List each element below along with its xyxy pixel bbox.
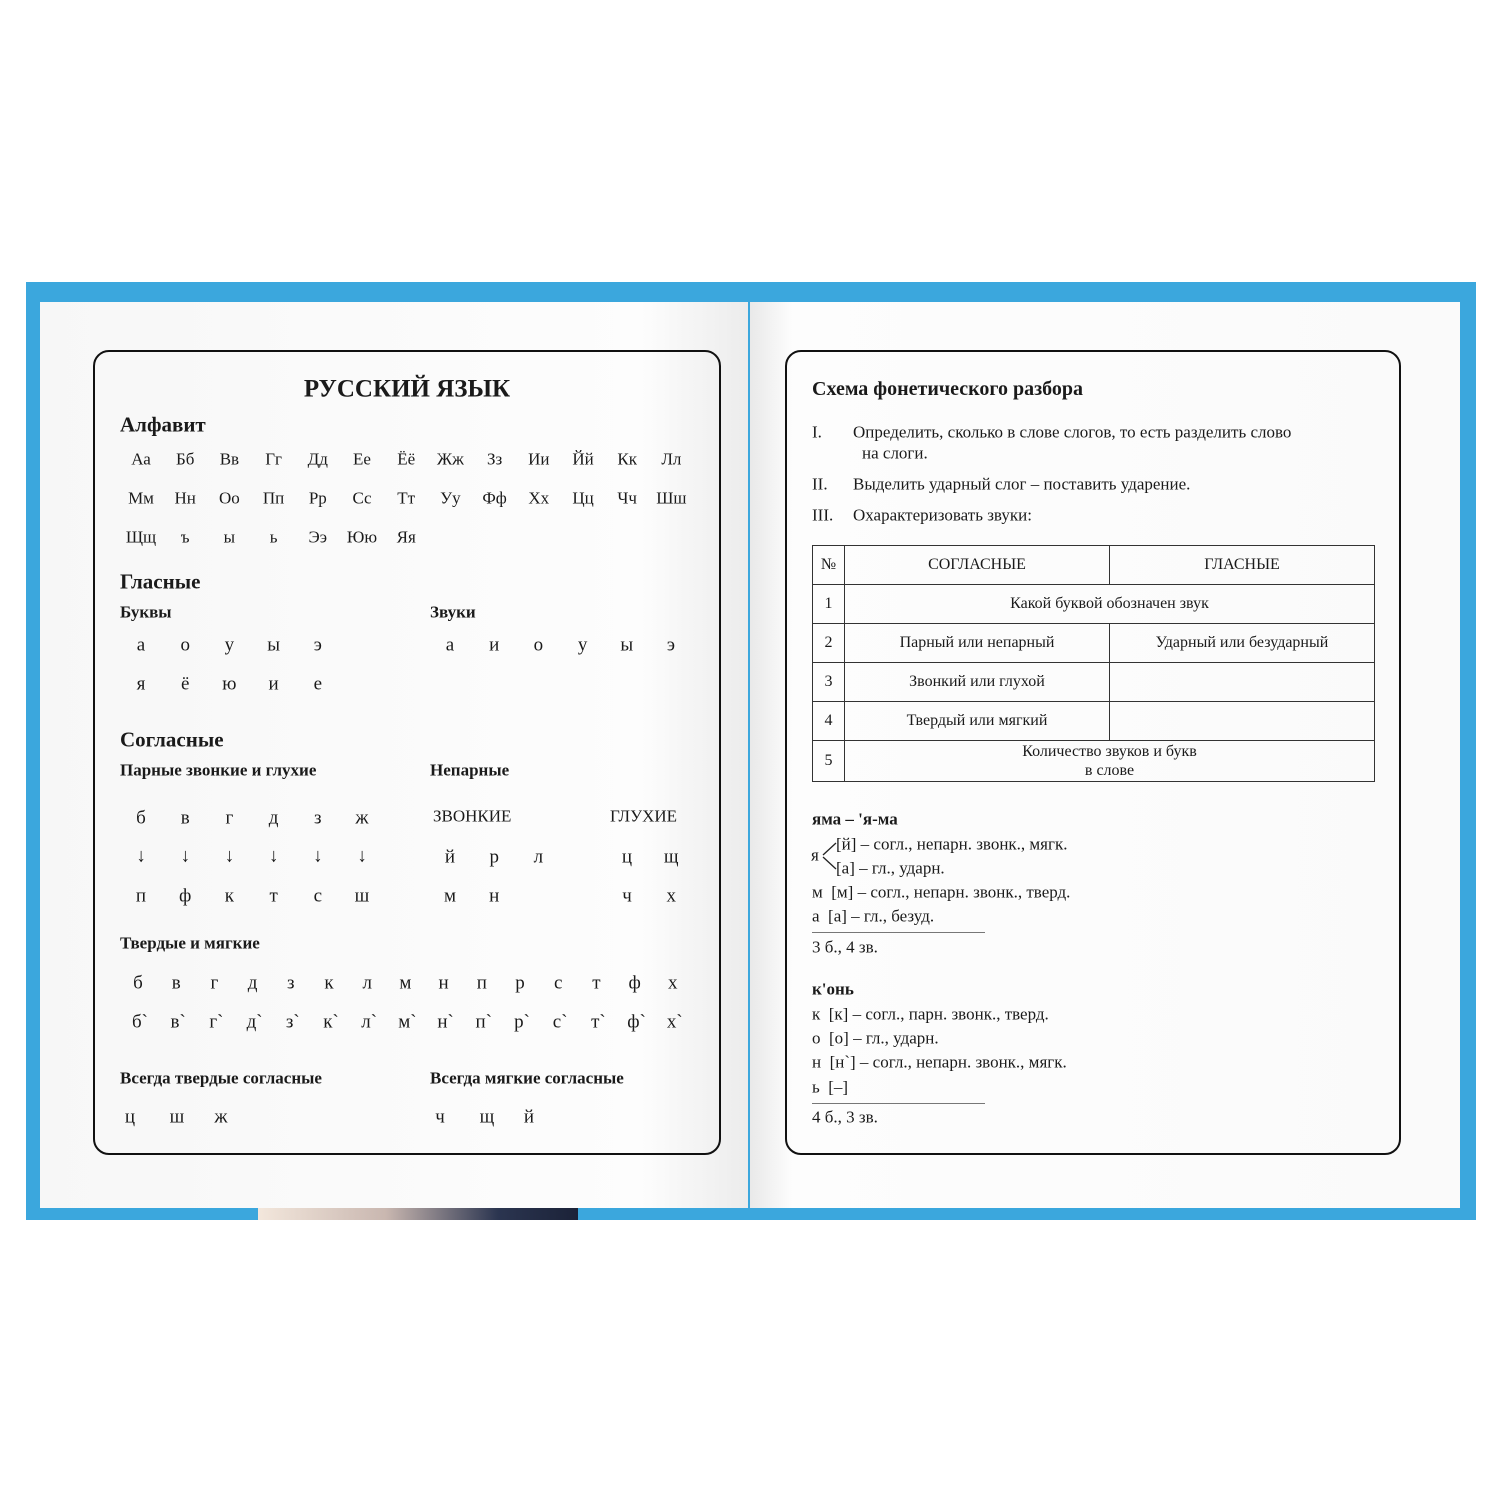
header-num: № [813, 546, 845, 585]
alphabet-letter: Вв [219, 449, 240, 469]
alphabet-letter: Цц [572, 488, 594, 508]
paired-voiced-letter: в [180, 807, 190, 829]
cover-photo-strip [258, 1206, 578, 1220]
example-line: о [о] – гл., ударн. [812, 1028, 939, 1048]
vowel-sound: э [666, 634, 676, 656]
soft-consonant: к` [323, 1011, 339, 1033]
alphabet-letter: ъ [180, 527, 190, 547]
example-word: яма – 'я-ма [812, 809, 898, 829]
alphabet-letter: Бб [175, 449, 195, 469]
hard-consonant: б [133, 972, 143, 994]
vowel-sound: о [533, 634, 544, 656]
arrow-down-icon: ↓ [180, 845, 190, 867]
arrow-down-icon: ↓ [268, 845, 279, 867]
arrow-down-icon: ↓ [357, 845, 367, 867]
alphabet-letter: Тт [397, 488, 416, 508]
paired-voiced-letter: д [268, 807, 279, 829]
table-row [813, 624, 1375, 663]
soft-consonant: в` [170, 1011, 186, 1033]
empty-cell [1110, 702, 1375, 741]
alphabet-letter: Ёё [397, 449, 416, 469]
alphabet-letter: Ии [528, 449, 550, 469]
unpaired-label: Непарные [430, 760, 510, 780]
step-number: I. [812, 422, 822, 442]
alphabet-letter: ы [223, 527, 236, 547]
row-text-line: в слове [1084, 762, 1135, 779]
example-line: [й] – согл., непарн. звонк., мягк. [836, 834, 1068, 854]
soft-consonant: б` [132, 1011, 148, 1033]
unpaired-voiced-letter: м [443, 885, 457, 907]
vowel-letter: у [224, 634, 235, 656]
alphabet-letter: Сс [352, 488, 372, 508]
example-line: а [а] – гл., безуд. [812, 906, 935, 926]
paired-voiced-letter: з [314, 807, 322, 829]
unpaired-voiced-letter: н [489, 885, 500, 907]
hard-consonant: х [668, 972, 678, 994]
always-soft-letter: щ [479, 1106, 495, 1128]
always-hard-label: Всегда твердые согласные [120, 1068, 322, 1088]
vowel-letter: ы [267, 634, 280, 656]
row-text-line: Количество звуков и букв [1022, 742, 1197, 760]
vowel-sound: ы [620, 634, 634, 656]
vowel-letter: и [268, 673, 279, 695]
paired-voiceless-letter: с [313, 885, 323, 907]
alphabet-letter: Ее [353, 449, 371, 469]
step-text: Охарактеризовать звуки: [853, 505, 1032, 525]
hard-consonant: п [476, 972, 487, 994]
vowel-letter: ё [180, 673, 190, 695]
soft-consonant: д` [246, 1011, 263, 1033]
alphabet-letter: Рр [308, 488, 327, 508]
step-number: III. [812, 505, 834, 525]
hard-consonant: н [438, 972, 449, 994]
alphabet-letter: Жж [436, 449, 464, 469]
hard-consonant: р [515, 972, 525, 994]
paired-voiceless-letter: ф [179, 885, 192, 907]
vowels-heading: Гласные [120, 569, 201, 594]
unpaired-voiceless-letter: ч [622, 885, 632, 907]
example-word: к'онь [812, 979, 854, 999]
scheme-title: Схема фонетического разбора [812, 378, 1084, 400]
soft-consonant: г` [209, 1011, 224, 1033]
hard-consonant: т [592, 972, 601, 994]
example-line: н [н`] – согл., непарн. звонк., мягк. [812, 1052, 1067, 1072]
arrow-down-icon: ↓ [224, 845, 235, 867]
row-text: Ударный или безударный [1110, 624, 1375, 663]
page-title: РУССКИЙ ЯЗЫК [303, 375, 511, 403]
voiceless-label: ГЛУХИЕ [610, 806, 678, 826]
row-num: 3 [813, 663, 845, 702]
unpaired-voiceless-letter: х [666, 885, 676, 907]
alphabet-letter: Шш [656, 488, 687, 508]
alphabet-letter: Зз [486, 449, 503, 469]
example-total: 3 б., 4 зв. [812, 937, 878, 957]
divider [812, 1103, 985, 1104]
paired-voiceless-letter: п [135, 885, 147, 907]
table-row [813, 702, 1375, 741]
step-text: Выделить ударный слог – поставить ударение. [853, 474, 1191, 494]
alphabet-letter: ь [269, 527, 278, 547]
vowel-letter: э [313, 634, 322, 656]
row-num: 1 [813, 585, 845, 624]
alphabet-letter: Щщ [125, 527, 157, 547]
unpaired-voiceless-letter: ц [621, 846, 633, 868]
hard-consonant: к [324, 972, 334, 994]
voiced-label: ЗВОНКИЕ [433, 806, 512, 826]
always-hard-letter: ж [214, 1106, 228, 1128]
row-text: Твердый или мягкий [845, 702, 1110, 741]
alphabet-letter: Нн [174, 488, 196, 508]
alphabet-letter: Оо [219, 488, 240, 508]
row-text: Звонкий или глухой [845, 663, 1110, 702]
paired-voiceless-letter: т [269, 885, 278, 907]
vowel-sound: а [445, 634, 455, 656]
hard-consonant: л [362, 972, 372, 994]
hard-consonant: з [287, 972, 295, 994]
soft-consonant: х` [666, 1011, 683, 1033]
hard-soft-label: Твердые и мягкие [120, 933, 260, 953]
left-reference-panel [93, 350, 721, 1155]
row-num: 5 [813, 741, 845, 782]
example-line: [а] – гл., ударн. [836, 858, 945, 878]
hard-consonant: в [171, 972, 181, 994]
header-vowels: ГЛАСНЫЕ [1110, 546, 1375, 585]
step-text: Определить, сколько в слове слогов, то есть разделить слово [853, 422, 1292, 442]
unpaired-voiced-letter: й [444, 846, 456, 868]
table-row [813, 585, 1375, 624]
paired-voiceless-letter: ш [354, 885, 370, 907]
empty-cell [1110, 663, 1375, 702]
alphabet-letter: Чч [617, 488, 637, 508]
arrow-down-icon: ↓ [313, 845, 323, 867]
vowel-letter: ю [222, 673, 237, 695]
vowel-sound: и [489, 634, 500, 656]
row-text: Парный или непарный [845, 624, 1110, 663]
example-total: 4 б., 3 зв. [812, 1107, 878, 1127]
soft-consonant: м` [398, 1011, 417, 1033]
hard-consonant: с [553, 972, 563, 994]
alphabet-letter: Гг [265, 449, 282, 469]
alphabet-letter: Лл [661, 449, 682, 469]
hard-consonant: ф [628, 972, 641, 994]
soft-consonant: ф` [627, 1011, 646, 1033]
sounds-label: Звуки [430, 602, 476, 622]
alphabet-letter: Аа [131, 449, 151, 469]
vowel-sound: у [577, 634, 588, 656]
row-text [845, 741, 1375, 782]
vowel-letter: а [136, 634, 146, 656]
alphabet-letter: Дд [307, 449, 328, 469]
always-soft-label: Всегда мягкие согласные [430, 1068, 624, 1088]
row-num: 2 [813, 624, 845, 663]
soft-consonant: п` [475, 1011, 493, 1033]
alphabet-letter: Хх [528, 488, 550, 508]
table-row [813, 663, 1375, 702]
step-number: II. [812, 474, 828, 494]
divider [812, 932, 985, 933]
hard-consonant: м [399, 972, 412, 994]
alphabet-letter: Йй [572, 449, 594, 469]
unpaired-voiced-letter: л [533, 846, 544, 868]
hard-consonant: д [247, 972, 258, 994]
unpaired-voiceless-letter: щ [663, 846, 679, 868]
alphabet-letter: Фф [482, 488, 507, 508]
arrow-down-icon: ↓ [136, 845, 146, 867]
always-hard-letter: ц [124, 1106, 136, 1128]
vowel-letter: о [180, 634, 190, 656]
alphabet-letter: Пп [262, 488, 285, 508]
always-soft-letter: й [523, 1106, 535, 1128]
row-num: 4 [813, 702, 845, 741]
alphabet-letter: Ээ [308, 527, 328, 547]
soft-consonant: н` [437, 1011, 454, 1033]
soft-consonant: з` [285, 1011, 300, 1033]
vowel-letter: е [313, 673, 323, 695]
vowel-letter: я [136, 673, 146, 695]
alphabet-letter: Юю [346, 527, 378, 547]
soft-consonant: т` [591, 1011, 606, 1033]
alphabet-letter: Мм [128, 488, 154, 508]
paired-voiced-letter: б [136, 807, 146, 829]
step-text-cont: на слоги. [862, 443, 928, 463]
example-line: м [м] – согл., непарн. звонк., тверд. [812, 882, 1071, 902]
soft-consonant: с` [552, 1011, 568, 1033]
example-line: ь [–] [812, 1077, 849, 1097]
header-consonants: СОГЛАСНЫЕ [845, 546, 1110, 585]
alphabet-letter: Яя [396, 527, 416, 547]
paired-voiced-letter: г [225, 807, 234, 829]
example-letter: я [811, 845, 819, 865]
always-soft-letter: ч [435, 1106, 445, 1128]
consonants-heading: Согласные [120, 727, 224, 752]
alphabet-heading: Алфавит [120, 412, 206, 437]
alphabet-letter: Уу [440, 488, 461, 508]
hard-consonant: г [210, 972, 219, 994]
paired-voiced-letter: ж [355, 807, 369, 829]
table-header-row [813, 546, 1375, 585]
row-text: Какой буквой обозначен звук [845, 585, 1375, 624]
alphabet-letter: Кк [617, 449, 637, 469]
always-hard-letter: ш [169, 1106, 185, 1128]
soft-consonant: р` [514, 1011, 530, 1033]
paired-label: Парные звонкие и глухие [120, 760, 317, 780]
letters-label: Буквы [120, 602, 172, 622]
unpaired-voiced-letter: р [489, 846, 499, 868]
soft-consonant: л` [361, 1011, 378, 1033]
table-row [813, 741, 1375, 782]
sound-characteristics-table [812, 545, 1375, 782]
example-line: к [к] – согл., парн. звонк., тверд. [812, 1004, 1049, 1024]
paired-voiceless-letter: к [224, 885, 235, 907]
